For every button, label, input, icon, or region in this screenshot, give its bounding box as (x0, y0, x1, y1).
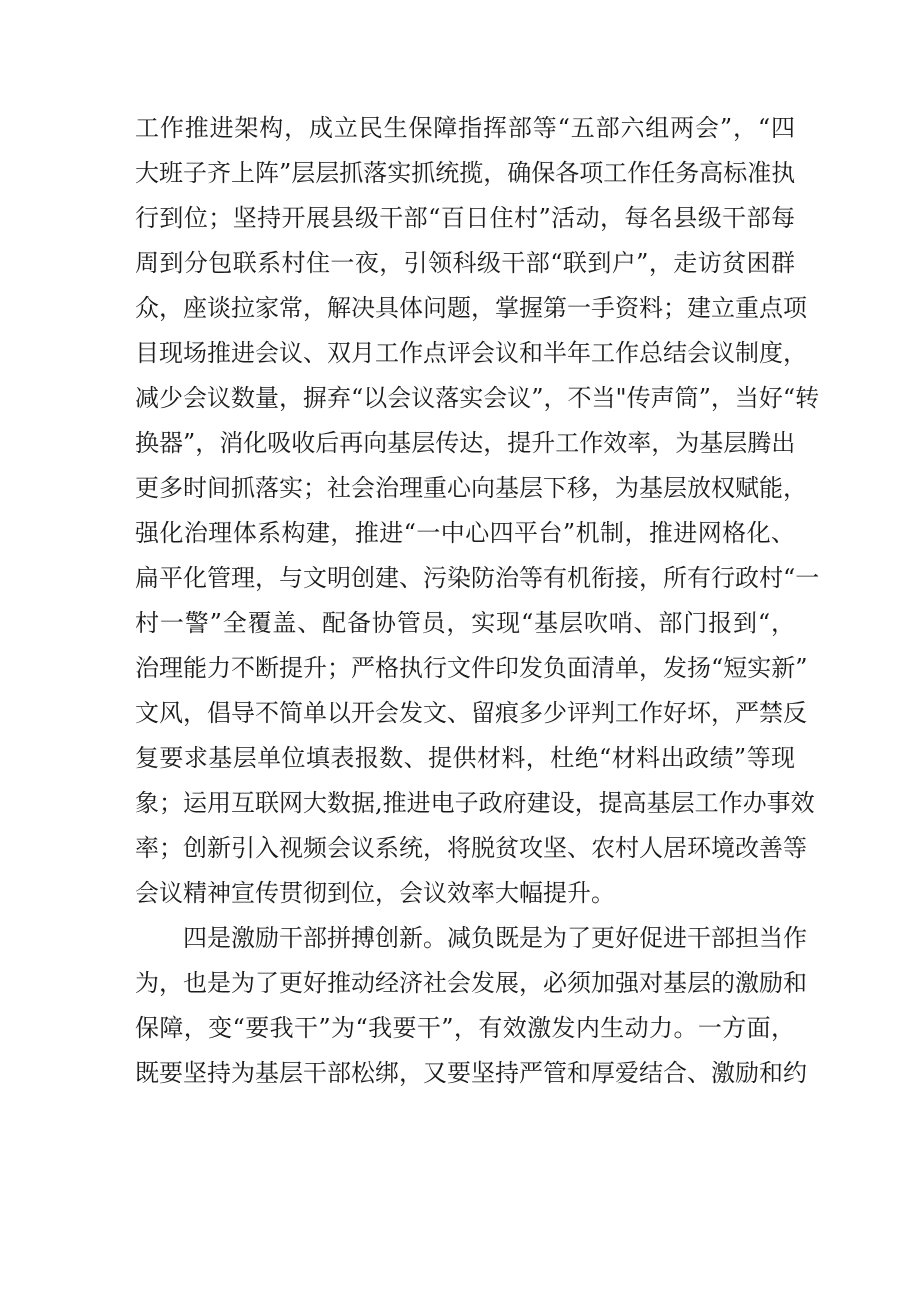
text-line: 大班子齐上阵”层层抓落实抓统揽，确保各项工作任务高标准执 (135, 159, 796, 187)
text-line: 周到分包联系村住一夜，引领科级干部“联到户”，走访贫困群 (135, 249, 795, 277)
text-line: 工作推进架构，成立民生保障指挥部等“五部六组两会”，“四 (135, 114, 795, 142)
text-line: 强化治理体系构建，推进“一中心四平台”机制，推进网格化、 (135, 519, 795, 547)
text-line: 村一警”全覆盖、配备协管员，实现“基层吹哨、部门报到“， (135, 609, 795, 637)
text-line: 率；创新引入视频会议系统，将脱贫攻坚、农村人居环境改善等 (135, 834, 807, 862)
text-line: 为，也是为了更好推动经济社会发展，必须加强对基层的激励和 (135, 969, 807, 997)
text-line: 换器”，消化吸收后再向基层传达，提升工作效率，为基层腾出 (135, 429, 796, 457)
text-line: 保障，变“要我干”为“我要干”，有效激发内生动力。一方面， (135, 1014, 795, 1042)
document-body (135, 106, 820, 1096)
text-line: 更多时间抓落实；社会治理重心向基层下移，为基层放权赋能， (135, 474, 807, 502)
text-line: 会议精神宣传贯彻到位，会议效率大幅提升。 (135, 879, 615, 907)
paragraph-heading-line: 四是激励干部拼搏创新。减负既是为了更好促进干部担当作 (183, 924, 807, 952)
text-line: 行到位；坚持开展县级干部“百日住村”活动，每名县级干部每 (135, 204, 795, 232)
text-line: 复要求基层单位填表报数、提供材料，杜绝“材料出政绩”等现 (135, 744, 795, 772)
text-line: 减少会议数量，摒弃“以会议落实会议”，不当"传声筒”，当好“转 (135, 384, 820, 412)
text-line: 既要坚持为基层干部松绑，又要坚持严管和厚爱结合、激励和约 (135, 1059, 807, 1087)
text-line: 治理能力不断提升；严格执行文件印发负面清单，发扬“短实新” (135, 654, 808, 682)
text-line: 象；运用互联网大数据,推进电子政府建设，提高基层工作办事效 (135, 789, 815, 817)
text-line: 目现场推进会议、双月工作点评会议和半年工作总结会议制度， (135, 339, 807, 367)
text-line: 众，座谈拉家常，解决具体问题，掌握第一手资料；建立重点项 (135, 294, 807, 322)
text-line: 扁平化管理，与文明创建、污染防治等有机衔接，所有行政村“一 (135, 564, 820, 592)
text-line: 文风，倡导不简单以开会发文、留痕多少评判工作好坏，严禁反 (135, 699, 807, 727)
